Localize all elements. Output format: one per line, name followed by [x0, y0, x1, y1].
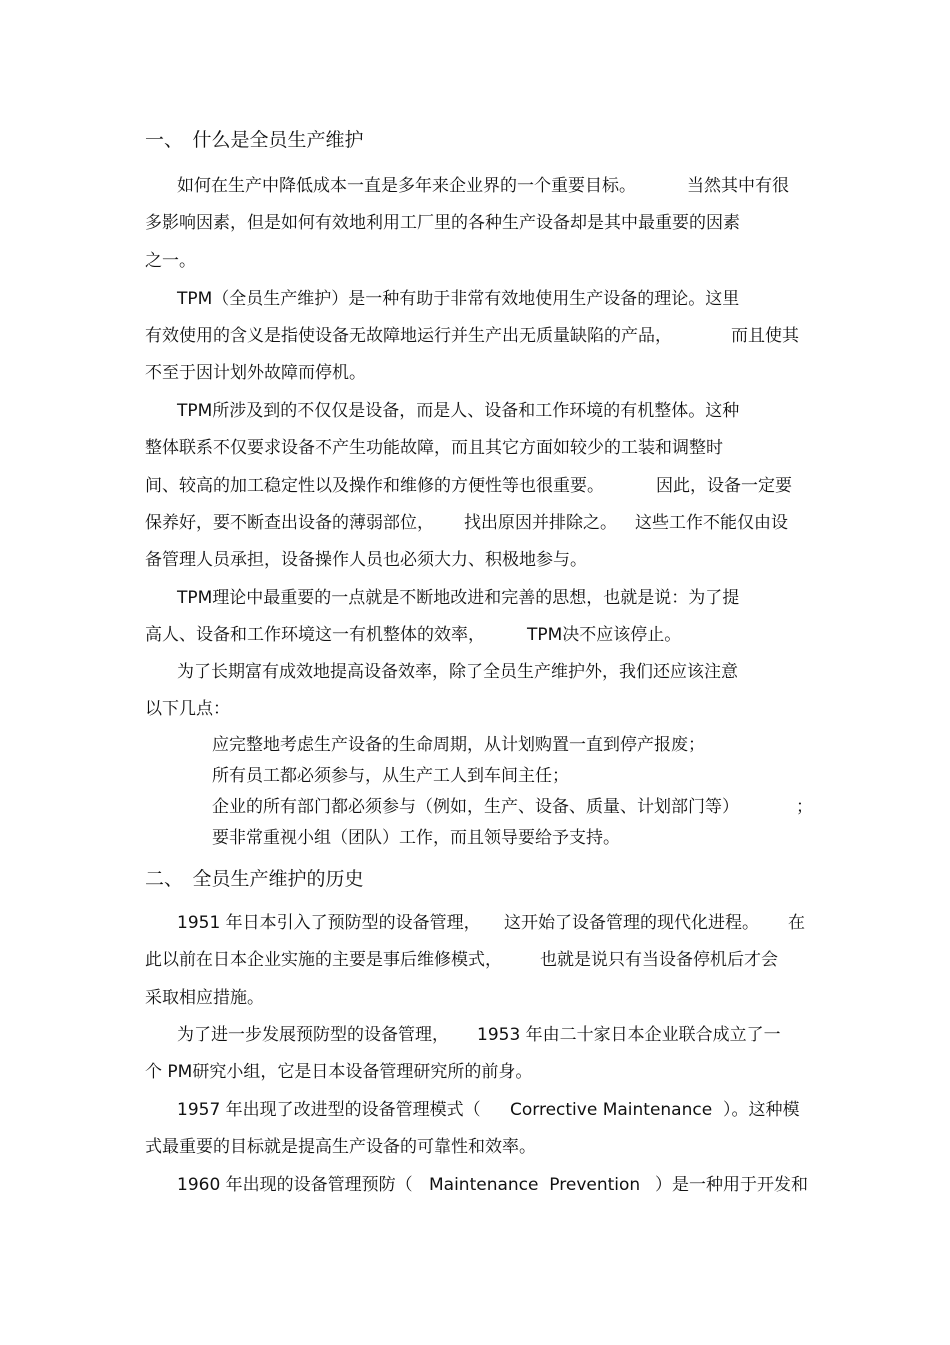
text-segment: 1957 年出现了改进型的设备管理模式（: [177, 1100, 481, 1120]
text-segment: ）。这种模: [723, 1100, 800, 1120]
section-heading-2: [145, 868, 364, 890]
section-heading-2-text: 二、 全员生产维护的历史: [145, 868, 364, 890]
text-segment: 在: [788, 913, 805, 933]
text-segment: TPM理论中最重要的一点就是不断地改进和完善的思想，也就是说：为了提: [177, 588, 740, 608]
text-segment: 要非常重视小组（团队）工作，而且领导要给予支持。: [212, 828, 620, 848]
paragraph-line: [177, 400, 739, 422]
text-segment: ）是一种用于开发和: [655, 1175, 808, 1195]
paragraph-line: [177, 1099, 800, 1121]
text-segment: Corrective Maintenance: [510, 1100, 713, 1120]
text-segment: 式最重要的目标就是提高生产设备的可靠性和效率。: [145, 1137, 536, 1157]
text-segment: 如何在生产中降低成本一直是多年来企业界的一个重要目标。: [177, 176, 636, 196]
text-segment: 保养好，要不断查出设备的薄弱部位，: [145, 513, 434, 533]
text-segment: 个 PM研究小组，它是日本设备管理研究所的前身。: [145, 1062, 533, 1082]
paragraph-line: [145, 698, 230, 720]
text-segment: 为了进一步发展预防型的设备管理，: [177, 1025, 449, 1045]
paragraph-line: [145, 624, 681, 646]
text-segment: 不至于因计划外故障而停机。: [145, 363, 366, 383]
paragraph-line: [177, 175, 789, 197]
text-segment: 这些工作不能仅由设: [635, 513, 788, 533]
paragraph-line: [145, 1061, 532, 1083]
list-item: [212, 765, 569, 787]
paragraph-line: [177, 912, 805, 934]
paragraph-line: [145, 475, 792, 497]
paragraph-line: [145, 437, 723, 459]
paragraph-line: [145, 212, 740, 234]
text-segment: 有效使用的含义是指使设备无故障地运行并生产出无质量缺陷的产品，: [145, 326, 672, 346]
text-segment: 企业的所有部门都必须参与（例如，生产、设备、质量、计划部门等）: [212, 797, 739, 817]
text-segment: 整体联系不仅要求设备不产生功能故障，而且其它方面如较少的工装和调整时: [145, 438, 723, 458]
paragraph-line: [177, 661, 738, 683]
text-segment: 这开始了设备管理的现代化进程。: [504, 913, 759, 933]
text-segment: 所有员工都必须参与，从生产工人到车间主任；: [212, 766, 569, 786]
text-segment: TPM（全员生产维护）是一种有助于非常有效地使用生产设备的理论。这里: [177, 289, 740, 309]
text-segment: Maintenance Prevention: [429, 1175, 641, 1195]
text-segment: 1951 年日本引入了预防型的设备管理，: [177, 913, 481, 933]
paragraph-line: [177, 587, 739, 609]
paragraph-line: [145, 949, 778, 971]
paragraph-line: [177, 1024, 781, 1046]
paragraph-line: [145, 325, 799, 347]
text-segment: ；: [796, 797, 813, 817]
list-item: [212, 734, 705, 756]
paragraph-line: [145, 987, 264, 1009]
text-segment: 多影响因素，但是如何有效地利用工厂里的各种生产设备却是其中最重要的因素: [145, 213, 740, 233]
text-segment: TPM所涉及到的不仅仅是设备，而是人、设备和工作环境的有机整体。这种: [177, 401, 740, 421]
paragraph-line: [145, 250, 196, 272]
text-segment: 应完整地考虑生产设备的生命周期，从计划购置一直到停产报废；: [212, 735, 705, 755]
paragraph-line: [177, 288, 739, 310]
paragraph-line: [145, 362, 366, 384]
text-segment: 1960 年出现的设备管理预防（: [177, 1175, 413, 1195]
section-heading-1: [145, 129, 364, 151]
text-segment: 采取相应措施。: [145, 988, 264, 1008]
paragraph-line: [145, 549, 587, 571]
text-segment: 以下几点：: [145, 699, 230, 719]
text-segment: 而且使其: [731, 326, 799, 346]
text-segment: 高人、设备和工作环境这一有机整体的效率，: [145, 625, 485, 645]
text-segment: 因此，设备一定要: [656, 476, 792, 496]
text-segment: 为了长期富有成效地提高设备效率，除了全员生产维护外，我们还应该注意: [177, 662, 738, 682]
text-segment: 备管理人员承担，设备操作人员也必须大力、积极地参与。: [145, 550, 587, 570]
text-segment: 此以前在日本企业实施的主要是事后维修模式，: [145, 950, 502, 970]
text-segment: 间、较高的加工稳定性以及操作和维修的方便性等也很重要。: [145, 476, 604, 496]
text-segment: 也就是说只有当设备停机后才会: [540, 950, 778, 970]
list-item: [212, 827, 620, 849]
text-segment: 当然其中有很: [687, 176, 789, 196]
paragraph-line: [177, 1174, 808, 1196]
paragraph-line: [145, 1136, 536, 1158]
text-segment: 之一。: [145, 251, 196, 271]
text-segment: 1953 年由二十家日本企业联合成立了一: [477, 1025, 781, 1045]
text-segment: TPM决不应该停止。: [527, 625, 682, 645]
section-heading-1-text: 一、 什么是全员生产维护: [145, 129, 364, 151]
paragraph-line: [145, 512, 788, 534]
list-item: [212, 796, 813, 818]
text-segment: 找出原因并排除之。: [464, 513, 617, 533]
